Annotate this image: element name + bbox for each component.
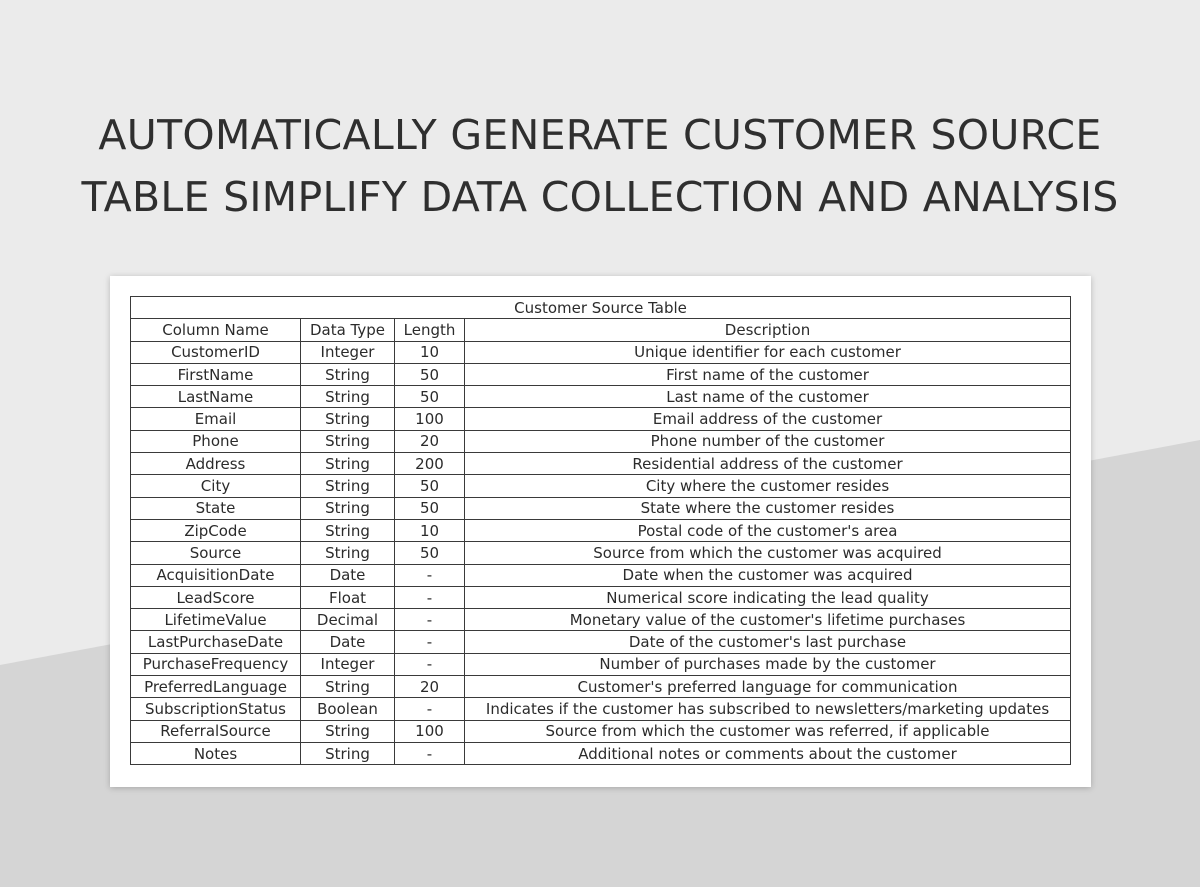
table-cell: LeadScore xyxy=(131,586,301,608)
table-cell: Boolean xyxy=(301,698,395,720)
table-row xyxy=(131,453,1071,475)
table-cell: String xyxy=(301,363,395,385)
table-cell: FirstName xyxy=(131,363,301,385)
table-cell: - xyxy=(395,631,465,653)
table-row xyxy=(131,698,1071,720)
table-cell: String xyxy=(301,497,395,519)
table-cell: Phone number of the customer xyxy=(465,430,1071,452)
table-cell: Address xyxy=(131,453,301,475)
table-cell: Integer xyxy=(301,653,395,675)
table-cell: 50 xyxy=(395,363,465,385)
table-cell: - xyxy=(395,609,465,631)
table-cell: ZipCode xyxy=(131,519,301,541)
table-cell: City where the customer resides xyxy=(465,475,1071,497)
table-cell: AcquisitionDate xyxy=(131,564,301,586)
table-cell: Last name of the customer xyxy=(465,386,1071,408)
table-row xyxy=(131,519,1071,541)
table-cell: String xyxy=(301,453,395,475)
column-header: Length xyxy=(395,319,465,341)
table-cell: String xyxy=(301,542,395,564)
table-cell: CustomerID xyxy=(131,341,301,363)
table-cell: - xyxy=(395,586,465,608)
table-row xyxy=(131,609,1071,631)
table-cell: 100 xyxy=(395,408,465,430)
table-row xyxy=(131,341,1071,363)
column-header: Column Name xyxy=(131,319,301,341)
table-cell: Date xyxy=(301,564,395,586)
table-row xyxy=(131,586,1071,608)
table-cell: Source xyxy=(131,542,301,564)
customer-source-table xyxy=(130,296,1071,765)
table-row xyxy=(131,497,1071,519)
table-row xyxy=(131,386,1071,408)
table-cell: Customer's preferred language for communication xyxy=(465,676,1071,698)
table-cell: String xyxy=(301,386,395,408)
table-cell: Date of the customer's last purchase xyxy=(465,631,1071,653)
table-cell: Number of purchases made by the customer xyxy=(465,653,1071,675)
table-cell: 200 xyxy=(395,453,465,475)
table-cell: - xyxy=(395,698,465,720)
table-cell: Date when the customer was acquired xyxy=(465,564,1071,586)
table-cell: String xyxy=(301,430,395,452)
table-cell: String xyxy=(301,519,395,541)
table-row xyxy=(131,653,1071,675)
table-body xyxy=(131,341,1071,765)
table-cell: Source from which the customer was referred, if applicable xyxy=(465,720,1071,742)
table-cell: Phone xyxy=(131,430,301,452)
table-cell: Additional notes or comments about the customer xyxy=(465,742,1071,764)
table-cell: 10 xyxy=(395,519,465,541)
table-cell: Date xyxy=(301,631,395,653)
table-row xyxy=(131,720,1071,742)
table-header-row xyxy=(131,319,1071,341)
headline-line-2: TABLE SIMPLIFY DATA COLLECTION AND ANALYSIS xyxy=(81,173,1119,221)
column-header: Data Type xyxy=(301,319,395,341)
table-cell: String xyxy=(301,475,395,497)
table-cell: State xyxy=(131,497,301,519)
table-cell: State where the customer resides xyxy=(465,497,1071,519)
table-cell: PreferredLanguage xyxy=(131,676,301,698)
table-cell: LastName xyxy=(131,386,301,408)
table-cell: 100 xyxy=(395,720,465,742)
table-cell: Numerical score indicating the lead quality xyxy=(465,586,1071,608)
table-row xyxy=(131,542,1071,564)
table-row xyxy=(131,430,1071,452)
table-title: Customer Source Table xyxy=(131,297,1071,319)
table-cell: Float xyxy=(301,586,395,608)
table-cell: Residential address of the customer xyxy=(465,453,1071,475)
table-cell: String xyxy=(301,742,395,764)
page-headline xyxy=(0,104,1200,228)
table-cell: Monetary value of the customer's lifetime purchases xyxy=(465,609,1071,631)
column-header: Description xyxy=(465,319,1071,341)
table-title-row xyxy=(131,297,1071,319)
table-row xyxy=(131,631,1071,653)
table-row xyxy=(131,475,1071,497)
table-cell: 50 xyxy=(395,475,465,497)
table-row xyxy=(131,676,1071,698)
table-cell: SubscriptionStatus xyxy=(131,698,301,720)
table-cell: ReferralSource xyxy=(131,720,301,742)
table-cell: 20 xyxy=(395,676,465,698)
table-cell: City xyxy=(131,475,301,497)
table-cell: Postal code of the customer's area xyxy=(465,519,1071,541)
table-cell: String xyxy=(301,676,395,698)
table-row xyxy=(131,564,1071,586)
table-cell: PurchaseFrequency xyxy=(131,653,301,675)
table-cell: String xyxy=(301,720,395,742)
table-cell: 50 xyxy=(395,386,465,408)
table-cell: String xyxy=(301,408,395,430)
table-cell: LastPurchaseDate xyxy=(131,631,301,653)
table-cell: 50 xyxy=(395,542,465,564)
table-cell: Integer xyxy=(301,341,395,363)
table-cell: - xyxy=(395,653,465,675)
table-cell: Unique identifier for each customer xyxy=(465,341,1071,363)
table-cell: Email xyxy=(131,408,301,430)
headline-line-1: AUTOMATICALLY GENERATE CUSTOMER SOURCE xyxy=(98,111,1102,159)
table-cell: - xyxy=(395,564,465,586)
table-cell: 10 xyxy=(395,341,465,363)
table-sheet xyxy=(110,276,1091,787)
table-cell: 50 xyxy=(395,497,465,519)
table-row xyxy=(131,408,1071,430)
table-cell: Email address of the customer xyxy=(465,408,1071,430)
table-cell: - xyxy=(395,742,465,764)
table-cell: Notes xyxy=(131,742,301,764)
table-cell: Source from which the customer was acquired xyxy=(465,542,1071,564)
table-cell: 20 xyxy=(395,430,465,452)
table-cell: Indicates if the customer has subscribed to newsletters/marketing updates xyxy=(465,698,1071,720)
table-row xyxy=(131,363,1071,385)
table-cell: First name of the customer xyxy=(465,363,1071,385)
table-row xyxy=(131,742,1071,764)
table-cell: LifetimeValue xyxy=(131,609,301,631)
table-cell: Decimal xyxy=(301,609,395,631)
